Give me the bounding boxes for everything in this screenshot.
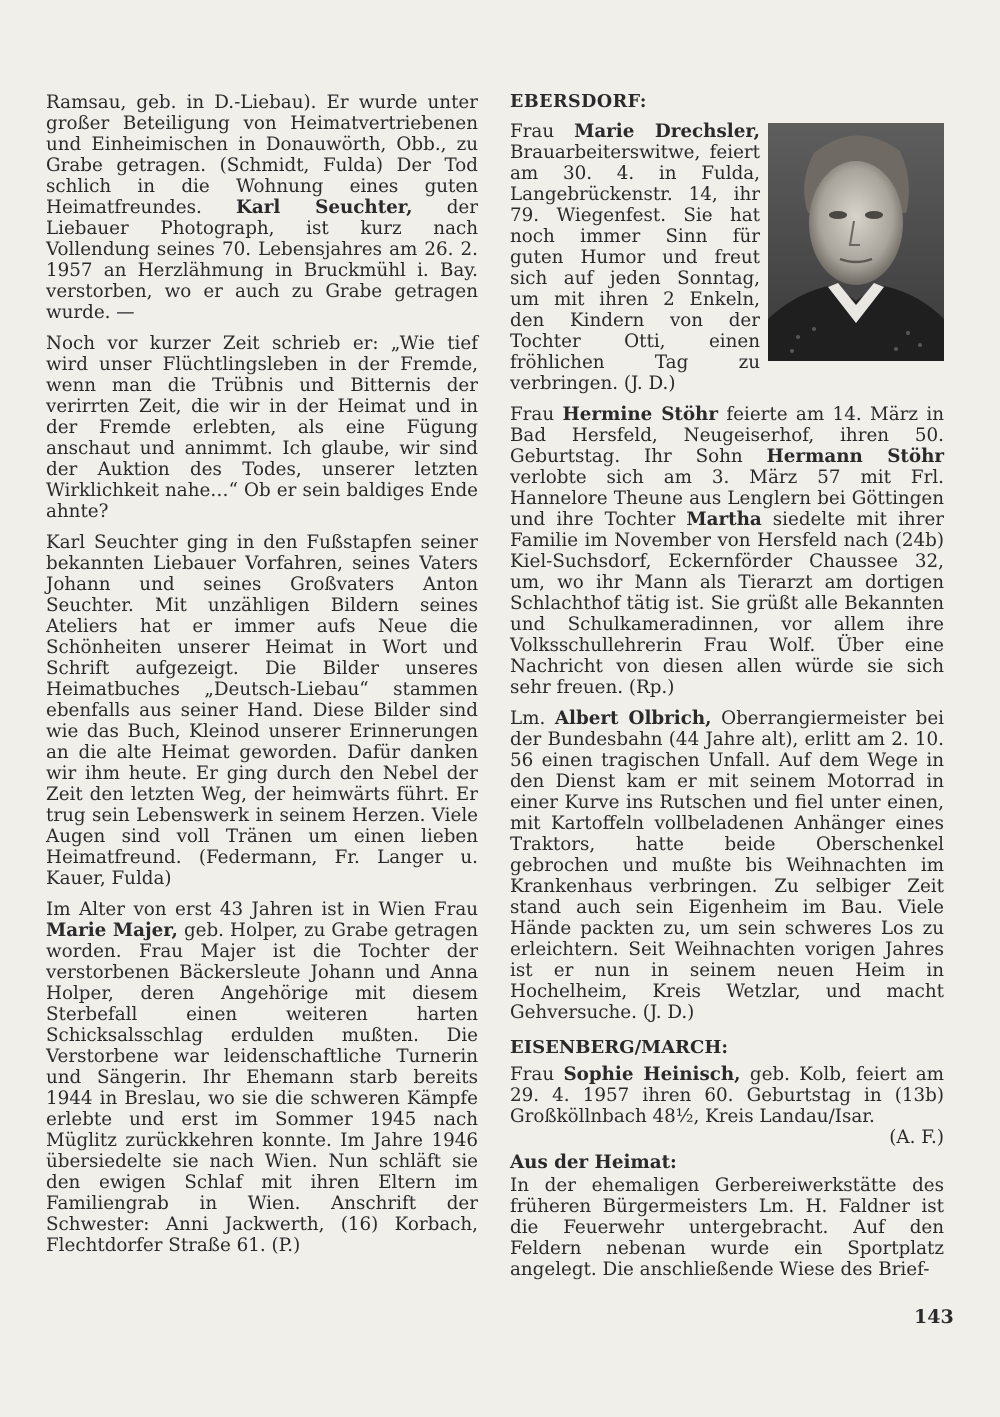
page-number: 143 (914, 1306, 954, 1328)
paragraph-text: Ramsau, geb. in D.-Liebau). Er wurde unter großer Beteiligung von Heimatvertriebenen und Einheimischen in Donauwörth, Obb., zu Grabe getragen. (Schmidt, Fulda) Der Tod schlich in die Wohnung eines guten Heimatfreundes. (46, 92, 478, 218)
section-heading-ebersdorf: EBERSDORF: (510, 92, 647, 112)
paragraph-text: Frau (510, 404, 555, 425)
paragraph-text: Lm. (510, 708, 546, 729)
article-quote-paragraph: Noch vor kurzer Zeit schrieb er: „Wie tief wird unser Flüchtlingsleben in der Fremde, wenn man die Trübnis und Bitternis der verirrten Zeit, die wir in der Heimat und in der Fremde erlebten, als eine Fügung anschaut und annimmt. Ich glaube, wir sind der Auktion des Todes, unserer letzten Wirklichkeit nahe…“ Ob er sein baldiges Ende ahnte? (46, 333, 478, 522)
paragraph-text: Oberrangiermeister bei der Bundesbahn (44 Jahre alt), erlitt am 2. 10. 56 einen tragischen Unfall. Auf dem Wege in den Dienst kam er mit seinem Motorrad in einer Kurve ins Rutschen und fiel unter einen, mit Kartoffeln vollbeladenen Anhänger eines Traktors, hatte beide Oberschenkel gebrochen und mußte bis Weihnachten im Krankenhaus verbringen. Zu selbiger Zeit stand auch sein Eigenheim im Bau. Viele Hände packten zu, um sein schweres Los zu erleichtern. Seit Weihnachten vorigen Jahres ist er nun in seinem neuen Heim in Hochelheim, Kreis Wetzlar, und macht Gehversuche. (J. D.) (510, 708, 945, 1023)
person-name: Hermann Stöhr (766, 446, 944, 467)
paragraph-text: geb. Kolb, feiert am 29. 4. 1957 ihren 60. Geburtstag in (13b) Großköllnbach 48½, Kreis Landau/Isar. (510, 1064, 945, 1127)
person-name: Sophie Heinisch, (563, 1064, 741, 1085)
person-name: Hermine Stöhr (562, 404, 718, 425)
paragraph-text: siedelte mit ihrer Familie im November von Hersfeld nach (24b) Kiel-Suchsdorf, Eckernförder Chaussee 32, um, wo ihr Mann als Tierarzt am dortigen Schlachthof tätig ist. Sie grüßt alle Bekannten und Schulkameradinnen, vor allem ihre Volksschullehrerin Frau Wolf. Über eine Nachricht von diesen allen würde sie sich sehr freuen. (Rp.) (510, 509, 945, 698)
article-hermine-stoehr (510, 404, 944, 698)
paragraph-text: feierte am 14. März in Bad Hersfeld, Neugeiserhof, ihren 50. Geburtstag. Ihr Sohn (510, 404, 945, 467)
article-sophie-heinisch (510, 1064, 944, 1148)
person-name: Albert Olbrich, (554, 708, 712, 729)
paragraph-text: der Liebauer Photograph, ist kurz nach Vollendung seines 70. Lebensjahres am 26. 2. 1957 an Herzlähmung in Bruckmühl i. Bay. verstorben, wo er auch zu Grabe getragen wurde. — (46, 197, 478, 323)
paragraph-text: Frau (510, 1064, 555, 1085)
paragraph-text: Brauarbeiterswitwe, feiert am 30. 4. in Fulda, Langebrückenstr. 14, ihr 79. Wiegenfest. Sie hat noch immer Sinn für guten Humor und freut sich auf jeden Sonntag, um mit ihren 2 Enkeln, den Kindern von der Tochter Otti, einen fröhlichen Tag zu verbringen. (J. D.) (510, 142, 760, 394)
right-column (510, 92, 944, 1290)
article-karl-seuchter (46, 92, 478, 323)
subheading-aus-der-heimat: Aus der Heimat: (510, 1152, 677, 1173)
paragraph-text: geb. Holper, zu Grabe getragen worden. Frau Majer ist die Tochter der verstorbenen Bäckersleute Johann und Anna Holper, deren Angehörige mit diesem Sterbefall einen weiteren harten Schicksalsschlag erdulden mußten. Die Verstorbene war leidenschaftliche Turnerin und Sängerin. Ihr Ehemann starb bereits 1944 in Breslau, wo sie die schweren Kämpfe erlebte und erst im Sommer 1945 nach Müglitz zurückkehren konnte. Im Jahre 1946 übersiedelte sie nach Wien. Nun schläft sie den ewigen Schlaf mit ihren Eltern im Familiengrab in Wien. Anschrift der Schwester: Anni Jackwerth, (16) Korbach, Flechtdorfer Straße 61. (P.) (46, 920, 479, 1256)
person-name: Martha (686, 509, 762, 530)
paragraph-text: verlobte sich am 3. März 57 mit Frl. Hannelore Theune aus Lenglern bei Göttingen und ihre Tochter (510, 467, 944, 530)
paragraph-text: Frau (510, 121, 555, 142)
person-name: Marie Drechsler, (574, 121, 760, 142)
portrait-photo (768, 123, 944, 361)
paragraph-text: Im Alter von erst 43 Jahren ist in Wien Frau (46, 899, 478, 920)
person-name: Marie Majer, (46, 920, 178, 941)
left-column (46, 92, 478, 1266)
article-aus-der-heimat: In der ehemaligen Gerbereiwerkstätte des früheren Bürgermeisters Lm. H. Faldner ist die Feuerwehr untergebracht. Auf den Feldern nebenan wurde ein Sportplatz angelegt. Die anschließende Wiese des Brief- (510, 1175, 944, 1280)
author-initials: (A. F.) (889, 1127, 944, 1148)
article-marie-majer (46, 899, 478, 1256)
section-heading-eisenberg: EISENBERG/MARCH: (510, 1037, 728, 1058)
person-name: Karl Seuchter, (236, 197, 413, 218)
article-tribute-paragraph: Karl Seuchter ging in den Fußstapfen seiner bekannten Liebauer Vorfahren, seines Vaters Johann und seines Großvaters Anton Seuchter. Mit unzähligen Bildern seines Ateliers hat er immer aufs Neue die Schönheiten unserer Heimat in Wort und Schrift aufgezeigt. Die Bilder unseres Heimatbuches „Deutsch-Liebau“ stammen ebenfalls aus seiner Hand. Diese Bilder sind wie das Buch, Kleinod unserer Erinnerungen an die alte Heimat geworden. Dafür danken wir ihm heute. Er ging durch den Nebel der Zeit den letzten Weg, der heimwärts führt. Er trug sein Lebenswerk in seinem Herzen. Viele Augen sind voll Tränen um einen lieben Heimatfreund. (Federmann, Fr. Langer u. Kauer, Fulda) (46, 532, 478, 889)
portrait-image (768, 123, 944, 361)
article-albert-olbrich (510, 708, 944, 1023)
